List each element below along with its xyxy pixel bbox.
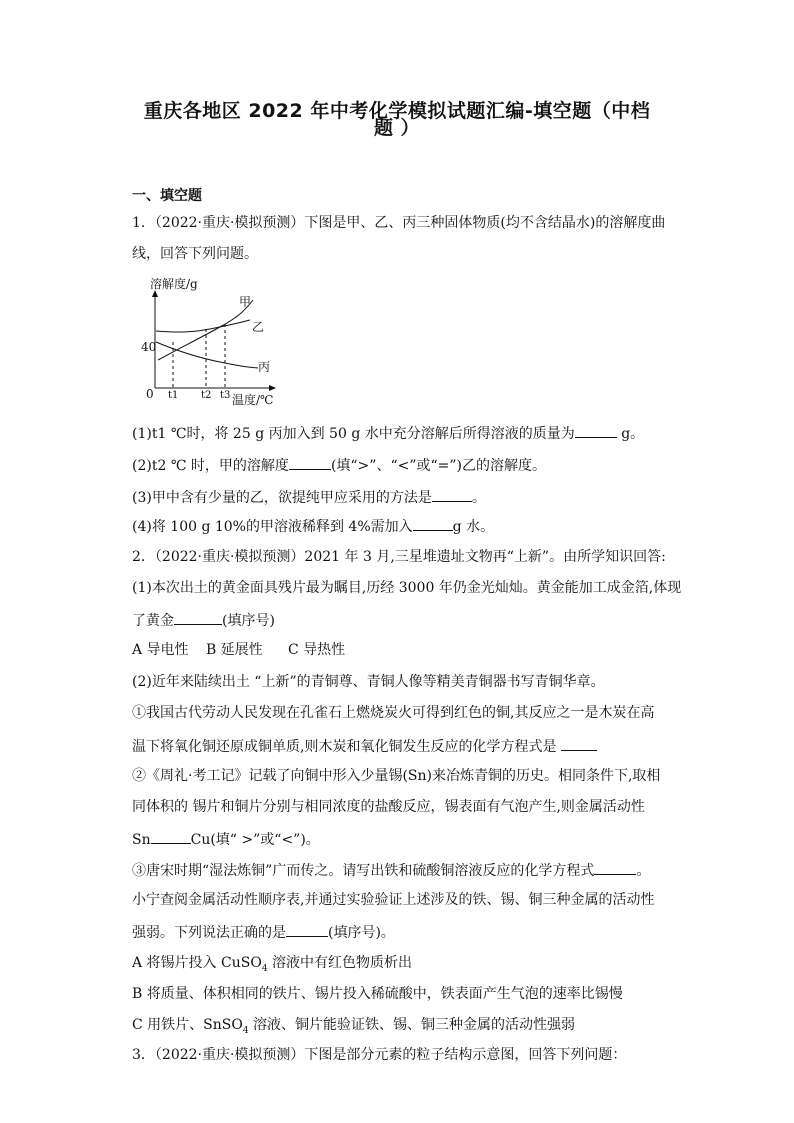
q2-answer-blank-5[interactable] — [286, 922, 328, 937]
section-heading: 一、填空题 — [132, 188, 202, 204]
series-label-jia: 甲 — [239, 295, 252, 309]
q2-answer-blank-2[interactable] — [561, 736, 597, 751]
x-tick-t3: t3 — [220, 390, 231, 401]
q2-option-c: C 导热性 — [288, 642, 346, 658]
q2-line12 — [132, 922, 395, 942]
q2-line11: 小宁查阅金属活动性顺序表,并通过实验验证上述涉及的铁、锡、铜三种金属的活动性 — [132, 892, 655, 908]
q2-choice-c-tail: 溶液、铜片能验证铁、锡、铜三种金属的活动性强弱 — [248, 1017, 576, 1033]
q2-line12-tail: (填序号)。 — [328, 925, 395, 941]
origin-label: 0 — [146, 387, 154, 401]
q2-line9 — [132, 829, 320, 849]
solubility-chart — [140, 277, 290, 407]
q2-choice-c — [132, 1016, 575, 1040]
y-axis-label: 溶解度/g — [150, 277, 198, 291]
q2-choice-c-text: C 用铁片、SnSO — [132, 1017, 243, 1033]
q1-sub3-text: (3)甲中含有少量的乙，欲提纯甲应采用的方法是 — [132, 490, 432, 506]
q2-options — [132, 641, 345, 659]
x-axis-label: 温度/℃ — [232, 393, 274, 407]
q1-sub1 — [132, 423, 644, 443]
q2-line3-tail: (填序号) — [222, 613, 275, 629]
q2-choice-a-text: A 将锡片投入 CuSO — [132, 955, 262, 971]
q2-line9-text: Sn — [132, 832, 151, 848]
q2-choice-a-tail: 溶液中有红色物质析出 — [267, 955, 412, 971]
q2-line6 — [132, 736, 597, 756]
q2-option-a: A 导电性 — [132, 642, 189, 658]
x-tick-t1: t1 — [168, 390, 179, 401]
q2-line10 — [132, 860, 650, 880]
y-tick-40: 40 — [141, 340, 157, 354]
q1-sub1-text: (1)t1 ℃时，将 25 g 丙加入到 50 g 水中充分溶解后所得溶液的质量为 — [132, 426, 575, 442]
q2-line10-tail: 。 — [636, 863, 651, 879]
q2-line12-text: 强弱。下列说法正确的是 — [132, 925, 286, 941]
q1-answer-blank-1[interactable] — [575, 423, 617, 438]
q1-answer-blank-4[interactable] — [413, 516, 453, 531]
x-axis-arrow — [269, 385, 276, 391]
q2-line1: 2．（2022·重庆·模拟预测）2021 年 3 月,三星堆遗址文物再“上新”。由所学知识回答: — [132, 549, 666, 565]
q2-choice-b: B 将质量、体积相同的铁片、锡片投入稀硫酸中，铁表面产生气泡的速率比锡慢 — [132, 986, 623, 1002]
q1-sub4-tail: g 水。 — [452, 519, 495, 535]
q1-line2: 线，回答下列问题。 — [132, 246, 258, 262]
q1-sub2 — [132, 455, 546, 475]
q1-sub4 — [132, 516, 494, 536]
q1-answer-blank-2[interactable] — [289, 455, 331, 470]
q1-sub4-text: (4)将 100 g 10%的甲溶液稀释到 4%需加入 — [132, 519, 413, 535]
q1-answer-blank-3[interactable] — [432, 487, 472, 502]
curve-bing — [156, 342, 258, 368]
q1-sub1-unit: g。 — [621, 426, 645, 442]
series-label-bing: 丙 — [258, 360, 271, 374]
document-title-line2: 题 ） — [373, 117, 421, 139]
q2-choice-a-sub: 4 — [261, 963, 268, 974]
q1-sub3-tail: 。 — [471, 490, 486, 506]
q1-sub3 — [132, 487, 486, 507]
q2-line9-tail: Cu(填“ >”或“<”)。 — [190, 832, 320, 848]
q1-line1: 1．（2022·重庆·模拟预测）下图是甲、乙、丙三种固体物质(均不含结晶水)的溶解度曲 — [132, 215, 666, 231]
y-axis-arrow — [152, 290, 158, 297]
series-label-yi: 乙 — [252, 320, 265, 334]
q2-line6-text: 温下将氧化铜还原成铜单质,则木炭和氧化铜发生反应的化学方程式是 — [132, 739, 561, 755]
q2-line2: (1)本次出土的黄金面具残片最为瞩目,历经 3000 年仍金光灿灿。黄金能加工成金箔,体现 — [132, 580, 682, 596]
q2-line4: (2)近年来陆续出土 “上新”的青铜尊、青铜人像等精美青铜器书写青铜华章。 — [132, 674, 605, 690]
q3-line1: 3．（2022·重庆·模拟预测）下图是部分元素的粒子结构示意图，回答下列问题： — [132, 1047, 627, 1063]
q1-sub2-tail: (填“>”、“<”或“=”)乙的溶解度。 — [330, 458, 546, 474]
q2-answer-blank-1[interactable] — [174, 610, 222, 625]
q1-sub2-text: (2)t2 ℃ 时，甲的溶解度 — [132, 458, 289, 474]
q2-choice-a — [132, 954, 412, 978]
document-title-line1: 重庆各地区 2022 年中考化学模拟试题汇编-填空题（中档 — [143, 100, 651, 122]
x-tick-t2: t2 — [201, 390, 212, 401]
q2-line7: ②《周礼·考工记》记载了向铜中形入少量锡(Sn)来冶炼青铜的历史。相同条件下,取相 — [132, 768, 661, 784]
q2-line5: ①我国古代劳动人民发现在孔雀石上燃烧炭火可得到红色的铜,其反应之一是木炭在高 — [132, 705, 655, 721]
q2-option-b: B 延展性 — [206, 642, 263, 658]
q2-line8: 同体积的 锡片和铜片分别与相同浓度的盐酸反应，锡表面有气泡产生,则金属活动性 — [132, 799, 645, 815]
q2-choice-c-sub: 4 — [242, 1025, 249, 1036]
curve-yi — [156, 320, 250, 332]
q2-line3-text: 了黄金 — [132, 613, 174, 629]
q2-line10-text: ③唐宋时期“湿法炼铜”广而传之。请写出铁和硫酸铜溶液反应的化学方程式 — [132, 863, 595, 879]
q2-answer-blank-4[interactable] — [594, 860, 636, 875]
q2-answer-blank-3[interactable] — [151, 829, 191, 844]
q2-line3 — [132, 610, 275, 630]
solubility-chart-svg — [140, 277, 290, 407]
